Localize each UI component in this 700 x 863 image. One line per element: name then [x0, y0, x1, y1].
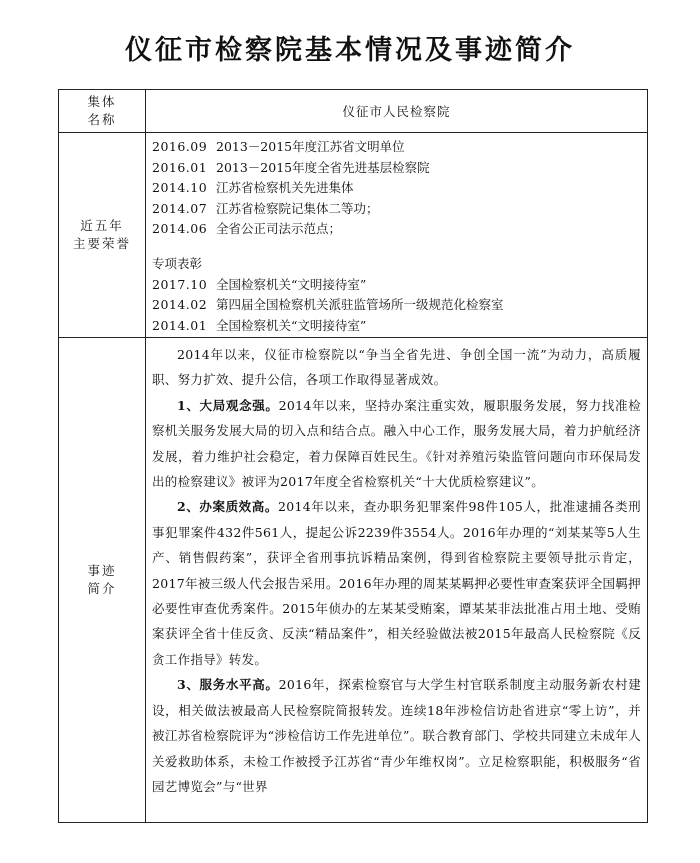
special-honor-item: 2017.10 全国检察机关“文明接待室” — [152, 276, 367, 292]
deeds-label: 事迹 简介 — [59, 338, 146, 823]
info-table — [58, 89, 648, 823]
collective-name-row — [59, 90, 648, 133]
deeds-section — [152, 393, 641, 495]
deeds-text — [146, 338, 648, 823]
section-body: 2014年以来，查办职务犯罪案件98件105人，批准逮捕各类刑事犯罪案件432件561人，提起公诉2239件3554人。2016年办理的“刘某某等5人生产、销售假药案”，获评全省刑事抗诉精品案例，得到省检察院主要领导批示肯定，2017年被三级人代会报告采用。2016年办理的周某某羁押必要性审查案获评全国羁押必要性审查优秀案件。2015年侦办的左某某受贿案，谭某某非法批准占用土地、受贿案获评全省十佳反贪、反渎“精品案件”，相关经验做法被2015年最高人民检察院《反贪工作指导》转发。 — [152, 499, 641, 667]
deeds-intro: 2014年以来，仪征市检察院以“争当全省先进、争创全国一流”为动力，高质履职、努力扩效、提升公信，各项工作取得显著成效。 — [152, 347, 641, 388]
honors-label: 近五年 主要荣誉 — [59, 133, 146, 338]
section-heading: 3、服务水平高。 — [177, 677, 279, 693]
section-body: 2016年，探索检察官与大学生村官联系制度主动服务新农村建设，相关做法被最高人民检察院简报转发。连续18年涉检信访赴省进京“零上访”，并被江苏省检察院评为“涉检信访工作先进单位”。联合教育部门、学校共同建立未成年人关爱救助体系，未检工作被授予江苏省“青少年维权岗”。立足检察职能，积极服务“省园艺博览会”与“世界 — [152, 677, 641, 794]
deeds-section — [152, 494, 641, 672]
collective-name-value: 仪征市人民检察院 — [146, 90, 648, 133]
section-body: 2014年以来，坚持办案注重实效，履职服务发展，努力找准检察机关服务发展大局的切入点和结合点。融入中心工作，服务发展大局，着力护航经济发展，着力维护社会稳定，着力保障百姓民生。《针对养殖污染监管问题向市环保局发出的检察建议》被评为2017年度全省检察机关“十大优质检察建议”。 — [152, 397, 641, 490]
section-heading: 1、大局观念强。 — [177, 397, 279, 413]
honor-item: 2014.07 江苏省检察院记集体二等功； — [152, 200, 379, 216]
honor-item: 2014.10 江苏省检察机关先进集体 — [152, 180, 354, 196]
honor-item: 2016.09 2013－2015年度江苏省文明单位 — [152, 139, 405, 154]
honor-item: 2016.01 2013－2015年度全省先进基层检察院 — [152, 159, 430, 175]
special-honors-heading: 专项表彰 — [152, 255, 203, 271]
honors-list — [146, 133, 648, 338]
honor-item: 2014.06 全省公正司法示范点； — [152, 221, 342, 237]
document-title: 仪征市检察院基本情况及事迹简介 — [125, 35, 575, 66]
deeds-row — [59, 338, 648, 823]
collective-name-label: 集体 名称 — [59, 90, 146, 133]
deeds-section — [152, 672, 641, 799]
spacer — [152, 240, 639, 254]
special-honor-item: 2014.02 第四届全国检察机关派驻监管场所一级规范化检察室 — [152, 297, 504, 313]
section-heading: 2、办案质效高。 — [177, 499, 278, 515]
honors-row — [59, 133, 648, 338]
special-honor-item: 2014.01 全国检察机关“文明接待室” — [152, 317, 367, 333]
